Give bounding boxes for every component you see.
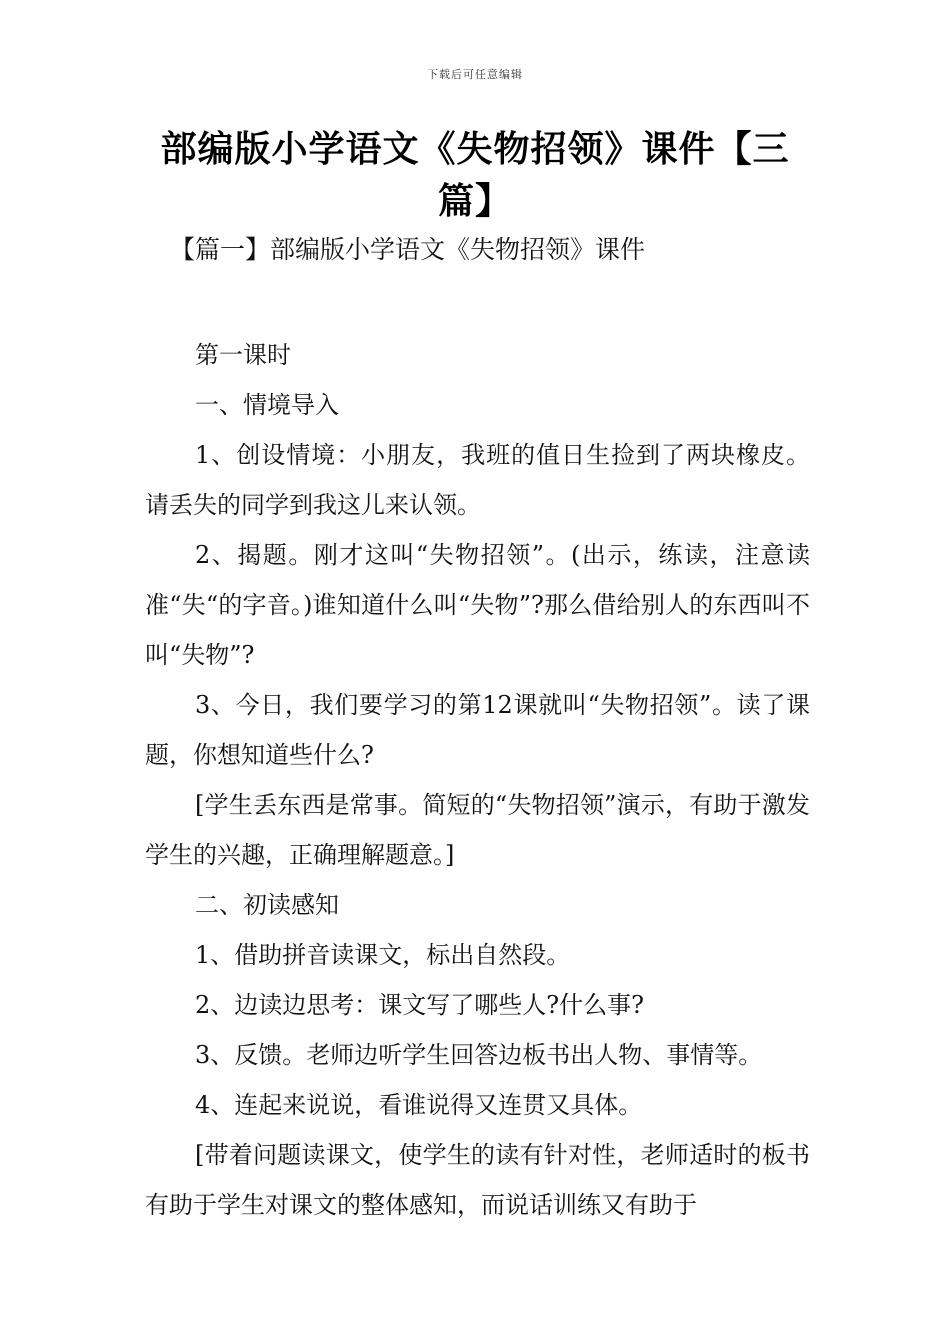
header-note: 下载后可任意编辑 [427,68,523,81]
section-heading: 【篇一】部编版小学语文《失物招领》课件 [170,235,646,264]
paragraph: 1、借助拼音读课文，标出自然段。 [195,941,571,969]
paragraph-note: [学生丢东西是常事。简短的“失物招领”演示，有助于激发学生的兴趣，正确理解题意。] [145,791,810,869]
paragraph-section-2: 二、初读感知 [195,891,339,919]
paragraph-note: [带着问题读课文，使学生的读有针对性，老师适时的板书有助于学生对课文的整体感知，而说话训练又有助于 [145,1141,810,1219]
paragraph: 4、连起来说说，看谁说得又连贯又具体。 [195,1091,643,1119]
paragraph: 2、边读边思考：课文写了哪些人?什么事? [195,991,645,1019]
paragraph-lesson: 第一课时 [195,341,291,369]
paragraph: 3、今日，我们要学习的第12课就叫“失物招领”。读了课题，你想知道些什么? [145,691,810,769]
document-body [145,330,810,1230]
document-title: 部编版小学语文《失物招领》课件【三篇】 [160,129,790,222]
paragraph: 2、揭题。刚才这叫“失物招领”。(出示，练读，注意读准“失“的字音。)谁知道什么叫“失物”?那么借给别人的东西叫不叫“失物”? [145,541,810,669]
paragraph: 3、反馈。老师边听学生回答边板书出人物、事情等。 [195,1041,763,1069]
paragraph-section-1: 一、情境导入 [195,391,339,419]
paragraph: 1、创设情境：小朋友，我班的值日生捡到了两块橡皮。请丢失的同学到我这儿来认领。 [145,441,810,519]
